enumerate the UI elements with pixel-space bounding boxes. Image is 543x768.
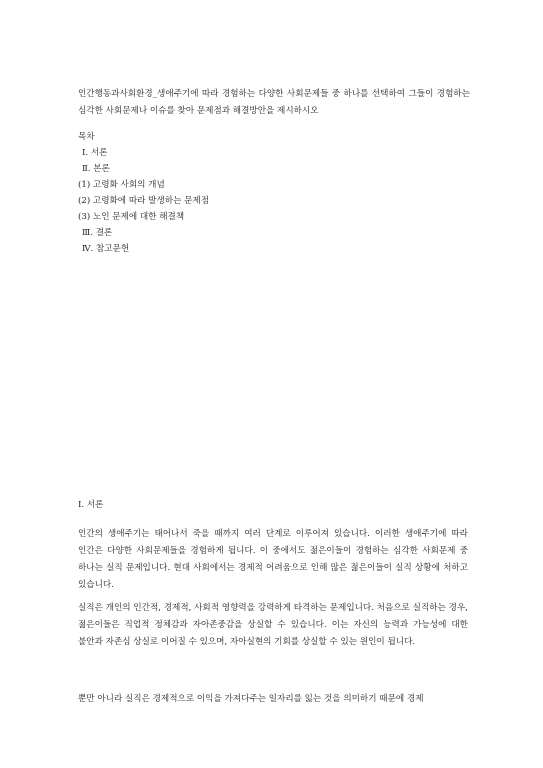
- toc-item-elderly-solutions: (3) 노인 문제에 대한 해결책: [78, 212, 185, 222]
- toc-item-conclusion: Ⅲ. 결론: [82, 228, 113, 238]
- toc-item-aging-problems: (2) 고령화에 따라 발생하는 문제점: [78, 196, 210, 206]
- toc-item-main-body: Ⅱ. 본론: [82, 164, 110, 174]
- toc-item-aging-concept: (1) 고령화 사회의 개념: [78, 180, 165, 190]
- document-title: 인간행동과사회환경_생애주기에 따라 경험하는 다양한 사회문제들 중 하나를 선택하여 그들이 경험하는 심각한 사회문제나 이슈를 찾아 문제점과 해결방안을 제시하시오: [78, 89, 470, 116]
- body-paragraph: 뿐만 아니라 실직은 경제적으로 이익을 가져다주는 일자리를 잃는 것을 의미하기 때문에 경제: [78, 694, 424, 704]
- toc-item-references: Ⅳ. 참고문헌: [82, 244, 130, 254]
- body-paragraph: 인간의 생애주기는 태어나서 죽을 때까지 여러 단계로 이루어져 있습니다. 이러한 생애주기에 따라 인간은 다양한 사회문제들을 경험하게 됩니다. 이 중에서도 젊은이들이 경험하는 심각한 사회문제 중 하나는 실직 문제입니다. 현대 사회에서는 경제적 어려움으로 인해 많은 젊은이들이 실직 상황에 처하고 있습니다.: [78, 529, 468, 590]
- section-heading-introduction: Ⅰ. 서론: [78, 500, 104, 510]
- toc-item-introduction: Ⅰ. 서론: [82, 148, 108, 158]
- toc-heading: 목차: [78, 132, 95, 142]
- table-of-contents: [78, 129, 209, 257]
- body-paragraph: 실직은 개인의 인간적, 경제적, 사회적 영향력을 강력하게 타격하는 문제입니다. 처음으로 실직하는 경우, 젊은이들은 직업적 정체감과 자아존중감을 상실할 수 있습니다. 이는 자신의 능력과 가능성에 대한 불안과 자존심 상실로 이어질 수 있으며, 자아실현의 기회를 상실할 수 있는 원인이 됩니다.: [78, 603, 468, 647]
